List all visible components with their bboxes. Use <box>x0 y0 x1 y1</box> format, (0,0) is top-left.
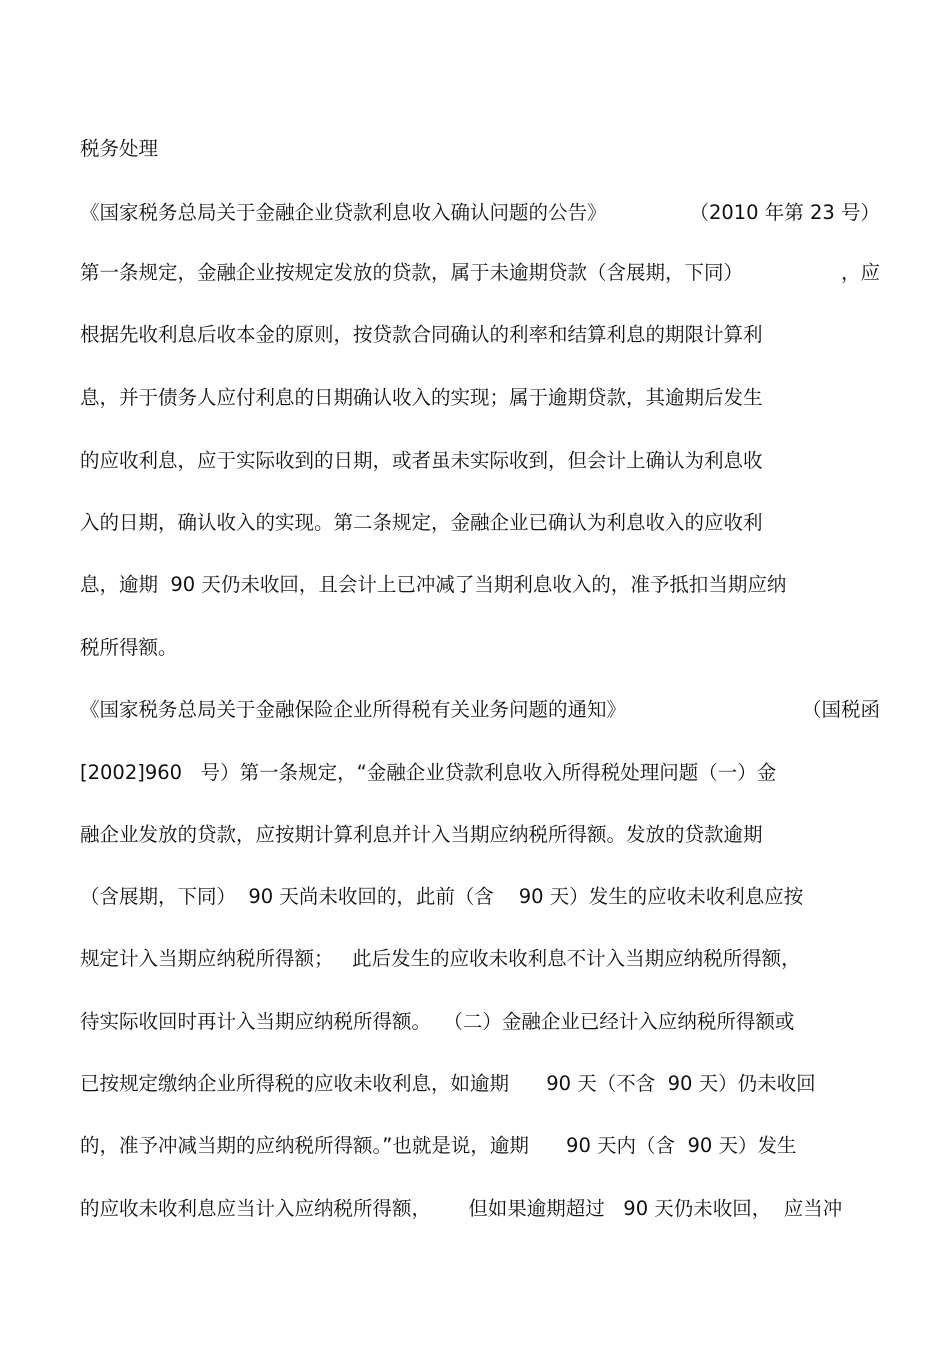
paragraph-line <box>80 383 880 413</box>
paragraph-line <box>80 758 880 788</box>
heading-text: 税务处理 <box>80 137 159 160</box>
paragraph-line <box>80 633 880 663</box>
line-text: 息，并于债务人应付利息的日期确认收入的实现；属于逾期贷款，其逾期后发生 <box>80 386 763 409</box>
line-text: 入的日期，确认收入的实现。第二条规定，金融企业已确认为利息收入的应收利 <box>80 511 763 534</box>
line-text: 第一条规定，金融企业按规定发放的贷款，属于未逾期贷款（含展期，下同） <box>80 261 744 284</box>
line-text: [2002]960 号）第一条规定，“金融企业贷款利息收入所得税处理问题（一）金 <box>80 761 777 784</box>
line-text: 融企业发放的贷款，应按期计算利息并计入当期应纳税所得额。发放的贷款逾期 <box>80 823 763 846</box>
line-text: 规定计入当期应纳税所得额； 此后发生的应收未收利息不计入当期应纳税所得额， <box>80 947 801 970</box>
paragraph-line <box>80 570 880 600</box>
paragraph-line <box>80 1131 880 1161</box>
paragraph-line <box>80 1194 880 1224</box>
paragraph-line <box>80 508 880 538</box>
line-text: 税所得额。 <box>80 636 178 659</box>
line-text: 《国家税务总局关于金融企业贷款利息收入确认问题的公告》 <box>80 201 607 224</box>
section-heading <box>80 134 880 164</box>
line-text: 《国家税务总局关于金融保险企业所得税有关业务问题的通知》 <box>80 698 627 721</box>
line-text-right: （国税函 <box>801 698 880 721</box>
line-text-right: （2010 年第 23 号） <box>689 201 880 224</box>
paragraph-line <box>80 320 880 350</box>
line-text: （含展期，下同） 90 天尚未收回的，此前（含 90 天）发生的应收未收利息应按 <box>80 885 804 908</box>
line-text: 根据先收利息后收本金的原则，按贷款合同确认的利率和结算利息的期限计算利 <box>80 323 763 346</box>
line-text: 的应收利息，应于实际收到的日期，或者虽未实际收到，但会计上确认为利息收 <box>80 449 763 472</box>
paragraph-line <box>80 820 880 850</box>
line-text: 的，准予冲减当期的应纳税所得额。”也就是说，逾期 90 天内（含 90 天）发生 <box>80 1134 797 1157</box>
paragraph-line <box>80 198 880 228</box>
paragraph-line <box>80 258 880 288</box>
paragraph-line <box>80 446 880 476</box>
line-text: 的应收未收利息应当计入应纳税所得额， 但如果逾期超过 90 天仍未收回， 应当冲 <box>80 1197 843 1220</box>
paragraph-line <box>80 882 880 912</box>
line-text-right: ，应 <box>840 261 880 284</box>
line-text: 已按规定缴纳企业所得税的应收未收利息，如逾期 90 天（不含 90 天）仍未收回 <box>80 1072 816 1095</box>
paragraph-line <box>80 944 880 974</box>
line-text: 待实际收回时再计入当期应纳税所得额。 （二）金融企业已经计入应纳税所得额或 <box>80 1010 795 1033</box>
paragraph-line <box>80 1069 880 1099</box>
paragraph-line <box>80 1007 880 1037</box>
line-text: 息，逾期 90 天仍未收回，且会计上已冲减了当期利息收入的，准予抵扣当期应纳 <box>80 573 787 596</box>
paragraph-line <box>80 695 880 725</box>
